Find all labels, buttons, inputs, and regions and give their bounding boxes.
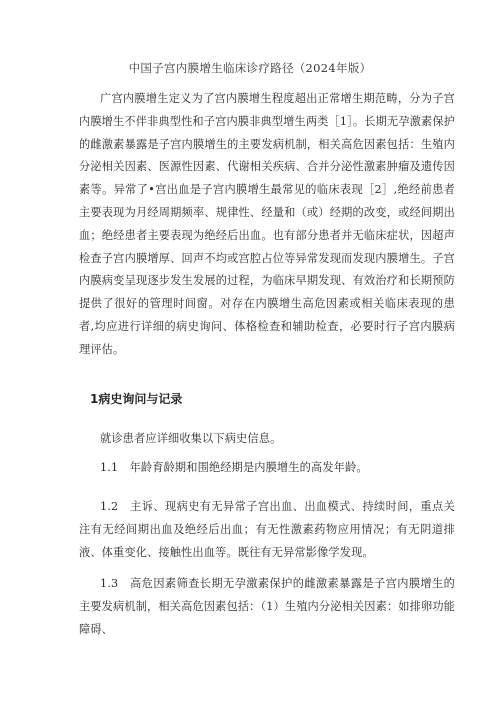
section-lead-paragraph: 就诊患者应详细收集以下病史信息。	[100, 432, 282, 445]
document-title: 中国子宫内膜增生临床诊疗路径（2024年版）	[128, 61, 372, 75]
item-1-2-paragraph: 1.2 主诉、现病史有无异常子宫出血、出血模式、持续时间，重点关注有无经间期出血及绝经后出血；有无性激素药物应用情况；有无阴道排液、体重变化、接触性出血等。既往有无异常影像学发现。	[79, 500, 455, 559]
item-1-1-paragraph: 1.1 年龄育龄期和围绝经期是内膜增生的高发年龄。	[100, 461, 368, 474]
intro-paragraph: 广宫内膜增生定义为了宫内膜增生程度超出正常增生期范畴，分为子宫内膜增生不伴非典型性和子宫内膜非典型增生两类［1］。长期无孕激素保护的雌激素暴露是子宫内膜增生的主要发病机制，相关高危因素包括：生殖内分泌相关因素、医源性因素、代谢相关疾病、合并分泌性激素肿瘤及遗传因素等。异常了•宫出血是子宫内膜增生最常见的临床表现［2］,绝经前患者主要表现为月经周期频率、规律性、经量和（或）经期的改变，或经间期出血；绝经患者主要表现为绝经后出血。也有部分患者并无临床症状，因超声检查子宫内膜增厚、回声不均或宫腔占位等异常发现而发现内膜增生。子宫内膜病变呈现逐步发生发展的过程，为临床早期发现、有效治疗和长期预防提供了很好的管理时间窗。对存在内膜增生高危因素或相关临床表现的患者,均应进行详细的病史询问、体格检查和辅助检查，必要时行子宫内膜病理评估。	[79, 92, 455, 356]
item-1-3-paragraph: 1.3 高危因素筛查长期无孕激素保护的雌激素暴露是子宫内膜增生的主要发病机制，相关高危因素包括：（1）生殖内分泌相关因素：如排卵功能障碍、	[79, 577, 455, 636]
section-heading-history: 1病史询问与记录	[90, 392, 183, 406]
